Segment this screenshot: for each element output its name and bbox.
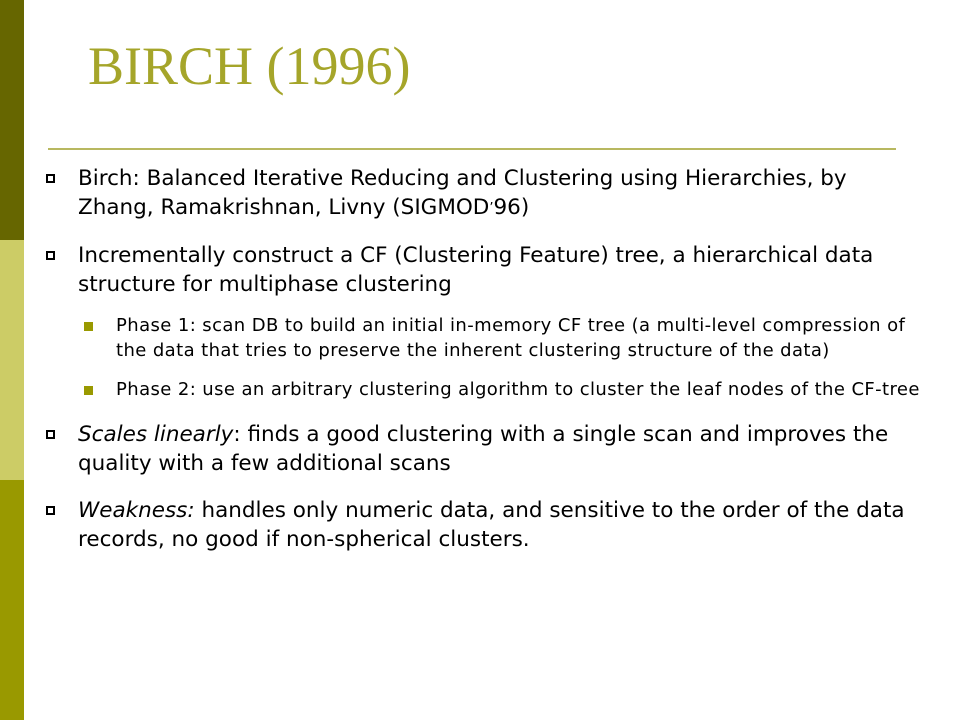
bullet-text-end: 96) bbox=[493, 195, 530, 220]
sub-item-phase-1 bbox=[74, 313, 924, 363]
left-bar-bottom bbox=[0, 480, 24, 720]
sub-item-text: Phase 2: use an arbitrary clustering algorithm to cluster the leaf nodes of the CF-tree bbox=[116, 379, 920, 400]
filled-square-bullet-icon bbox=[84, 322, 93, 331]
bullet-item-weakness bbox=[44, 496, 924, 554]
bullet-text: Incrementally construct a CF (Clustering Feature) tree, a hierarchical data structure for multiphase clustering bbox=[78, 243, 874, 297]
square-bullet-icon bbox=[46, 430, 55, 439]
left-bar-middle bbox=[0, 240, 24, 480]
bullet-item-birch-definition bbox=[44, 164, 924, 223]
slide-title: BIRCH (1996) bbox=[88, 36, 411, 96]
bullet-text: handles only numeric data, and sensitive to the order of the data records, no good if non-spherical clusters. bbox=[78, 498, 905, 552]
bullet-item-scalability bbox=[44, 420, 924, 478]
square-bullet-icon bbox=[46, 251, 55, 260]
bullet-list bbox=[44, 164, 924, 554]
sub-item-phase-2 bbox=[74, 377, 924, 402]
phase-sub-list bbox=[74, 313, 924, 402]
bullet-text: Birch: Balanced Iterative Reducing and Clustering using Hierarchies, by Zhang, Ramakrishnan, Livny (SIGMOD bbox=[78, 166, 847, 220]
title-underline bbox=[48, 148, 896, 150]
emphasis-text: Weakness: bbox=[78, 498, 195, 523]
emphasis-text: Scales linearly bbox=[78, 422, 234, 447]
square-bullet-icon bbox=[46, 506, 55, 515]
bullet-text: : finds a good clustering with a single scan and improves the quality with a few additional scans bbox=[78, 422, 889, 476]
filled-square-bullet-icon bbox=[84, 386, 93, 395]
sub-item-text: Phase 1: scan DB to build an initial in-memory CF tree (a multi-level compression of the data that tries to preserve the inherent clustering structure of the data) bbox=[116, 315, 906, 361]
apostrophe-mark: ’ bbox=[489, 201, 494, 216]
left-bar-top bbox=[0, 0, 24, 240]
square-bullet-icon bbox=[46, 174, 55, 183]
bullet-item-cf-tree bbox=[44, 241, 924, 299]
